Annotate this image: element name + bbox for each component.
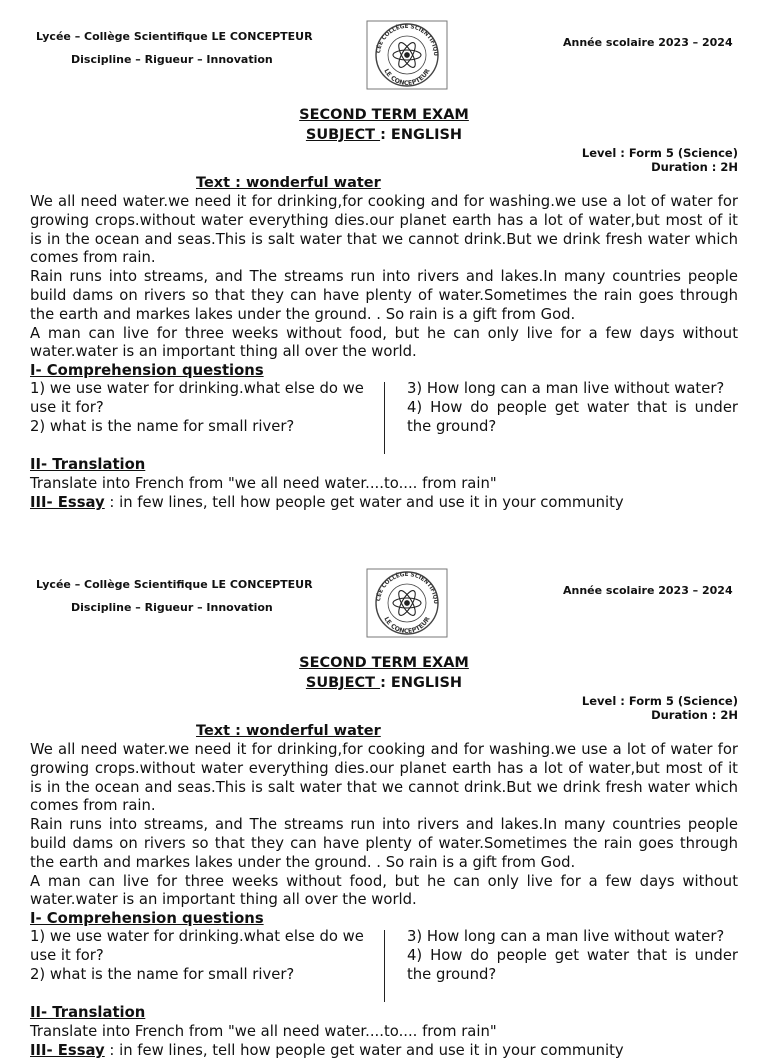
passage-paragraph: Rain runs into streams, and The streams run into rivers and lakes.In many countries people build dams on rivers so that they can have plenty of water.Sometimes the rain goes through the earth and markes lakes under the ground. . So rain is a gift from God. — [30, 816, 738, 871]
school-logo — [366, 568, 448, 638]
exam-sheet-top — [0, 18, 768, 511]
exam-sheet-bottom — [0, 566, 768, 1059]
passage-paragraph: We all need water.we need it for drinking,for cooking and for washing.we use a lot of water for growing crops.without water everything dies.our planet earth has a lot of water,but most of it is in the ocean and seas.This is salt water that we cannot drink.But we drink fresh water which comes from rain. — [30, 193, 738, 267]
school-name: Lycée – Collège Scientifique LE CONCEPTEUR — [36, 578, 313, 591]
translation-heading: II- Translation — [30, 1004, 146, 1021]
subject-value: : ENGLISH — [380, 675, 463, 691]
level-label: Level : Form 5 (Science) — [581, 146, 738, 160]
atom-icon — [393, 40, 421, 69]
essay-line — [30, 494, 624, 511]
question-item: 3) How long can a man live without water? — [407, 928, 725, 945]
column-divider — [384, 382, 385, 454]
question-item: 3) How long can a man live without water? — [407, 380, 725, 397]
question-item: 2) what is the name for small river? — [30, 965, 295, 983]
level-label: Level : Form 5 (Science) — [581, 694, 738, 708]
column-divider — [384, 930, 385, 1002]
reading-passage — [30, 193, 738, 362]
svg-text:LYCÉE COLLÈGE SCIENTIFIQUE — [366, 20, 438, 57]
school-motto: Discipline – Rigueur – Innovation — [71, 53, 273, 66]
school-year: Année scolaire 2023 – 2024 — [563, 584, 733, 597]
question-item: 2) what is the name for small river? — [30, 417, 295, 435]
essay-line — [30, 1042, 624, 1059]
question-item: 1) we use water for drinking.what else do we use it for? — [30, 380, 364, 416]
logo-arc-top: CÉE COLLÈGE SCIENTIFIQU — [376, 571, 439, 605]
questions-right-column — [407, 380, 738, 436]
school-motto: Discipline – Rigueur – Innovation — [71, 601, 273, 614]
essay-label: III- Essay — [30, 1042, 105, 1059]
school-name: Lycée – Collège Scientifique LE CONCEPTEUR — [36, 30, 313, 43]
subject-line — [0, 675, 768, 691]
essay-label: III- Essay — [30, 494, 105, 511]
comprehension-heading: I- Comprehension questions — [30, 910, 264, 927]
passage-paragraph: A man can live for three weeks without food, but he can only live for a few days without water.water is an important thing all over the world. — [30, 324, 738, 361]
questions-left-column — [30, 380, 370, 436]
reading-passage — [30, 741, 738, 910]
subject-label: SUBJECT — [305, 127, 381, 143]
atom-icon — [393, 588, 421, 617]
translation-instruction: Translate into French from "we all need water....to.... from rain" — [30, 475, 497, 492]
passage-paragraph: Rain runs into streams, and The streams run into rivers and lakes.In many countries people build dams on rivers so that they can have plenty of water.Sometimes the rain goes through the earth and markes lakes under the ground. . So rain is a gift from God. — [30, 268, 738, 323]
text-title: Text : wonderful water — [196, 175, 381, 191]
questions-left-column — [30, 928, 370, 984]
subject-label: SUBJECT — [305, 675, 381, 691]
duration-label: Duration : 2H — [651, 160, 738, 174]
passage-paragraph: We all need water.we need it for drinking,for cooking and for washing.we use a lot of water for growing crops.without water everything dies.our planet earth has a lot of water,but most of it is in the ocean and seas.This is salt water that we cannot drink.But we drink fresh water which comes from rain. — [30, 741, 738, 815]
school-year: Année scolaire 2023 – 2024 — [563, 36, 733, 49]
subject-line — [0, 127, 768, 143]
text-title: Text : wonderful water — [196, 723, 381, 739]
logo-arc-bottom: LE CONCEPTEUR — [382, 67, 432, 88]
translation-heading: II- Translation — [30, 456, 146, 473]
logo-arc-top: CÉE COLLÈGE SCIENTIFIQU — [376, 23, 439, 57]
passage-paragraph: A man can live for three weeks without food, but he can only live for a few days without water.water is an important thing all over the world. — [30, 872, 738, 909]
logo-arc-bottom: LE CONCEPTEUR — [382, 615, 432, 636]
exam-title: SECOND TERM EXAM — [299, 107, 469, 123]
essay-instruction: : in few lines, tell how people get water and use it in your community — [104, 494, 624, 511]
duration-label: Duration : 2H — [651, 708, 738, 722]
question-item: 4) How do people get water that is under the ground? — [407, 398, 738, 435]
svg-text:LYCÉE COLLÈGE SCIENTIFIQUE — [366, 568, 438, 605]
question-item: 1) we use water for drinking.what else do we use it for? — [30, 928, 364, 964]
essay-instruction: : in few lines, tell how people get water and use it in your community — [104, 1042, 624, 1059]
questions-right-column — [407, 928, 738, 984]
question-item: 4) How do people get water that is under the ground? — [407, 946, 738, 983]
svg-text:LE CONCEPTEUR — [382, 616, 431, 635]
exam-title: SECOND TERM EXAM — [299, 655, 469, 671]
comprehension-heading: I- Comprehension questions — [30, 362, 264, 379]
translation-instruction: Translate into French from "we all need water....to.... from rain" — [30, 1023, 497, 1040]
subject-value: : ENGLISH — [380, 127, 463, 143]
school-logo — [366, 20, 448, 90]
svg-text:LE CONCEPTEUR — [382, 68, 431, 87]
